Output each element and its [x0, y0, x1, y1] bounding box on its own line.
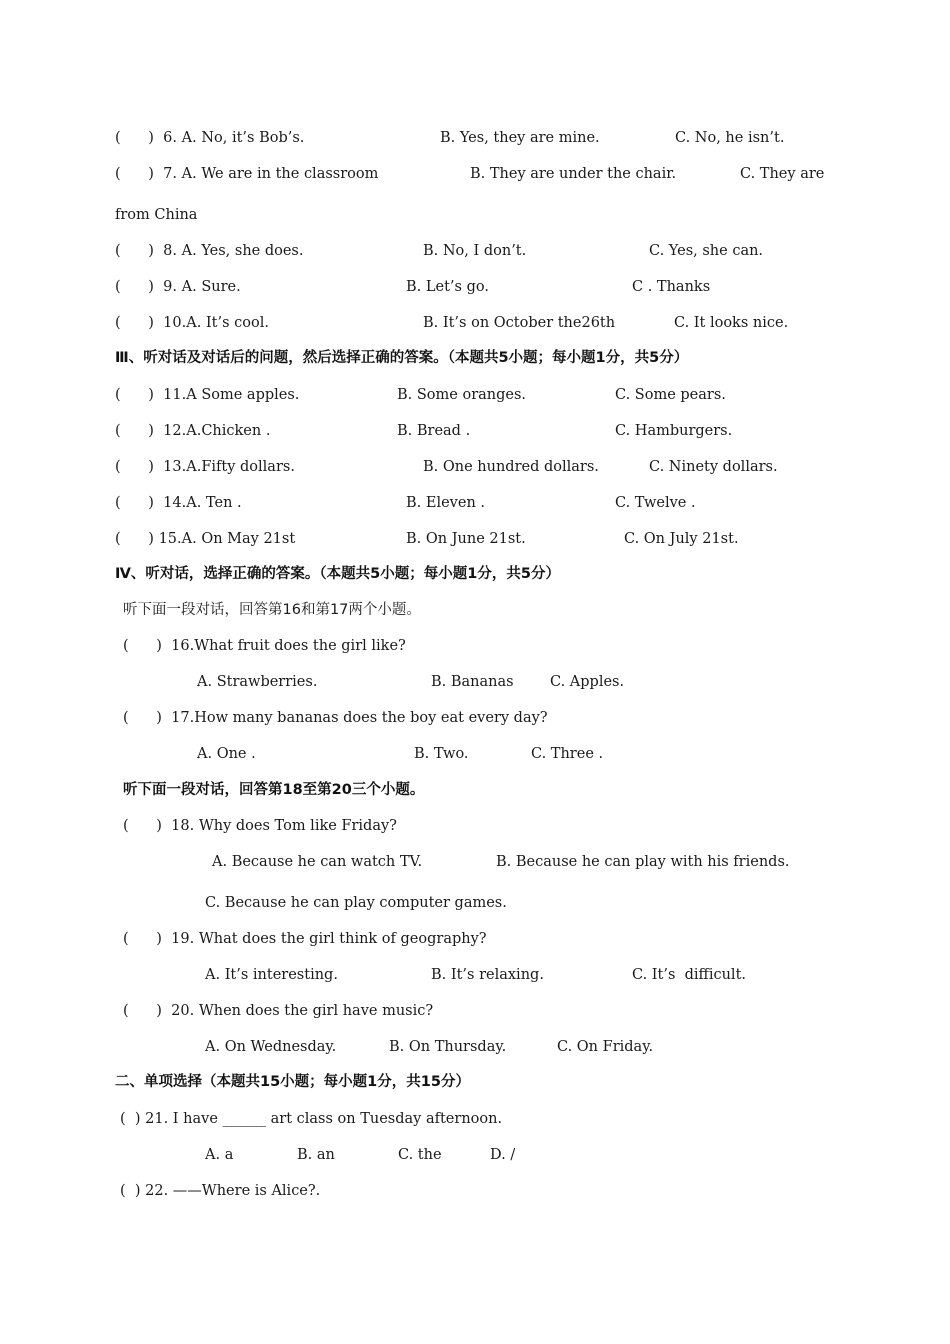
- q9-stem: ( ) 9. A. Sure.: [115, 279, 241, 295]
- section-4-heading: Ⅳ、听对话，选择正确的答案。（本题共5小题；每小题1分，共5分）: [115, 566, 560, 582]
- q16-stem: ( ) 16.What fruit does the girl like?: [123, 638, 406, 654]
- q13-stem: ( ) 13.A.Fifty dollars.: [115, 459, 295, 475]
- q21-option-a: A. a: [205, 1147, 234, 1163]
- q18-option-c: C. Because he can play computer games.: [205, 895, 507, 911]
- q10-option-c: C. It looks nice.: [674, 315, 789, 331]
- q13-option-b: B. One hundred dollars.: [423, 459, 599, 475]
- q17-stem: ( ) 17.How many bananas does the boy eat every day?: [123, 710, 548, 726]
- q22-stem: ( ) 22. ——Where is Alice?.: [120, 1183, 321, 1199]
- q6-option-c: C. No, he isn’t.: [675, 130, 785, 146]
- q16-option-c: C. Apples.: [550, 674, 625, 690]
- q20-option-a: A. On Wednesday.: [205, 1039, 337, 1055]
- section-3-heading: Ⅲ、听对话及对话后的问题，然后选择正确的答案。（本题共5小题；每小题1分，共5分）: [115, 350, 689, 366]
- q14-option-c: C. Twelve .: [615, 495, 696, 511]
- q16-option-a: A. Strawberries.: [197, 674, 318, 690]
- q18-option-a: A. Because he can watch TV.: [212, 854, 423, 870]
- q17-option-c: C. Three .: [531, 746, 604, 762]
- q14-stem: ( ) 14.A. Ten .: [115, 495, 242, 511]
- q11-stem: ( ) 11.A Some apples.: [115, 387, 300, 403]
- q12-option-c: C. Hamburgers.: [615, 423, 733, 439]
- q16-option-b: B. Bananas: [431, 674, 514, 690]
- q18-stem: ( ) 18. Why does Tom like Friday?: [123, 818, 397, 834]
- q15-stem: ( ) 15.A. On May 21st: [115, 531, 296, 547]
- q8-stem: ( ) 8. A. Yes, she does.: [115, 243, 304, 259]
- q6-option-b: B. Yes, they are mine.: [440, 130, 600, 146]
- q11-option-c: C. Some pears.: [615, 387, 726, 403]
- q9-option-c: C . Thanks: [632, 279, 711, 295]
- q7-stem: ( ) 7. A. We are in the classroom: [115, 166, 379, 182]
- q11-option-b: B. Some oranges.: [397, 387, 527, 403]
- q20-stem: ( ) 20. When does the girl have music?: [123, 1003, 434, 1019]
- q7-option-b: B. They are under the chair.: [470, 166, 677, 182]
- q17-option-a: A. One .: [197, 746, 256, 762]
- q19-option-c: C. It’s difficult.: [632, 967, 747, 983]
- q19-option-b: B. It’s relaxing.: [431, 967, 544, 983]
- q15-option-b: B. On June 21st.: [406, 531, 526, 547]
- q14-option-b: B. Eleven .: [406, 495, 486, 511]
- q9-option-b: B. Let’s go.: [406, 279, 489, 295]
- q10-stem: ( ) 10.A. It’s cool.: [115, 315, 269, 331]
- q21-option-b: B. an: [297, 1147, 335, 1163]
- q17-option-b: B. Two.: [414, 746, 469, 762]
- q7-option-c-cont: from China: [115, 207, 198, 223]
- q20-option-c: C. On Friday.: [557, 1039, 654, 1055]
- q19-stem: ( ) 19. What does the girl think of geography?: [123, 931, 487, 947]
- q12-stem: ( ) 12.A.Chicken .: [115, 423, 271, 439]
- section-4-note-2: 听下面一段对话，回答第18至第20三个小题。: [123, 782, 425, 798]
- q15-option-c: C. On July 21st.: [624, 531, 739, 547]
- q6-stem: ( ) 6. A. No, it’s Bob’s.: [115, 130, 305, 146]
- q7-option-c: C. They are: [740, 166, 825, 182]
- q18-option-b: B. Because he can play with his friends.: [496, 854, 790, 870]
- q12-option-b: B. Bread .: [397, 423, 471, 439]
- q13-option-c: C. Ninety dollars.: [649, 459, 778, 475]
- section-2-heading: 二、单项选择（本题共15小题；每小题1分，共15分）: [115, 1074, 470, 1090]
- q10-option-b: B. It’s on October the26th: [423, 315, 616, 331]
- q20-option-b: B. On Thursday.: [389, 1039, 507, 1055]
- q8-option-c: C. Yes, she can.: [649, 243, 764, 259]
- q8-option-b: B. No, I don’t.: [423, 243, 527, 259]
- q21-option-c: C. the: [398, 1147, 442, 1163]
- q21-option-d: D. /: [490, 1147, 516, 1163]
- section-4-note-1: 听下面一段对话，回答第16和第17两个小题。: [123, 602, 421, 618]
- q21-stem: ( ) 21. I have ______ art class on Tuesday afternoon.: [120, 1111, 503, 1127]
- q19-option-a: A. It’s interesting.: [205, 967, 338, 983]
